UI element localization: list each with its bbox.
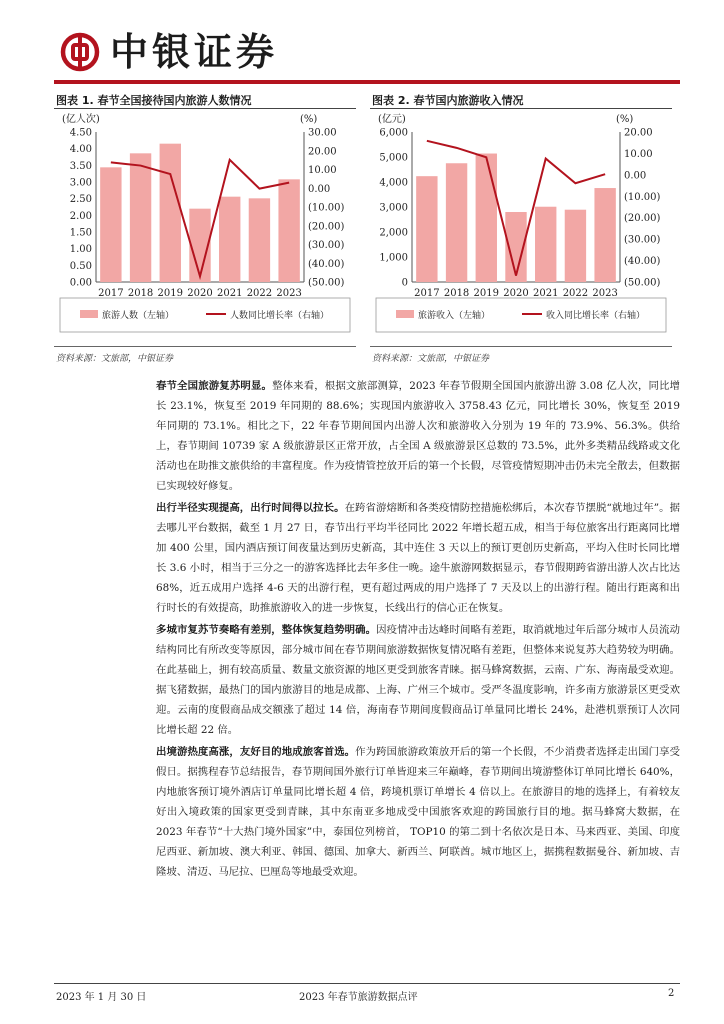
x-tick-label: 2018 xyxy=(127,288,154,299)
bar xyxy=(476,154,497,282)
paragraph xyxy=(156,742,680,882)
footer-rule xyxy=(54,983,680,984)
legend-line-label: 人数同比增长率（右轴） xyxy=(230,311,330,321)
right-tick-label: (10.00) xyxy=(308,202,345,214)
x-tick-label: 2021 xyxy=(532,288,559,299)
left-tick-label: 1.50 xyxy=(69,227,92,239)
right-tick-label: (30.00) xyxy=(624,234,661,246)
paragraph-text: 作为跨国旅游政策放开后的第一个长假，不少消费者选择走出国门享受假日。据携程春节总结报告，春节期间国外旅行订单皆迎来三年巅峰，春节期间出境游整体订单同比增长 640%，内地旅客预订境外酒店订单量同比增长超 4 倍，跨境机票订单增长 4 倍以上。在旅游目的地的选择上，有着较友好出入境政策的国家更受到青睐，其中东南亚多地成受中国旅客欢迎的跨国旅行目的地。据马蜂窝大数据，在 2023 年春节“十大热门境外国家”中，泰国位列榜首， TOP10 的第二到十名依次是日本、马来西亚、美国、印度尼西亚、新加坡、澳大利亚、韩国、德国、加拿大、新西兰、阿联酋。城市地区上，据携程数据曼谷、新加坡、吉隆坡、清迈、马尼拉、巴厘岛等地最受欢迎。 xyxy=(156,746,680,878)
right-tick-label: (20.00) xyxy=(308,221,345,233)
bar xyxy=(130,153,151,282)
right-tick-label: 20.00 xyxy=(308,146,337,158)
paragraph-text: 整体来看，根据文旅部测算，2023 年春节假期全国国内旅游出游 3.08 亿人次，同比增长 23.1%，恢复至 2019 年同期的 88.6%；实现国内旅游收入 3758.43 亿元，同比增长 30%，恢复至 2019 年同期的 73.1%。相比之下，22 年春节期间国内出游人次和旅游收入分别为 19 年的 73.9%、56.3%。供给上，春节期间 10739 家 A 级旅游景区正常开放，占全国 A 级旅游景区总数的 73.5%，此外多类精品线路或文化活动也在助推文旅供给的丰富程度。作为疫情管控放开后的第一个长假，尽管疫情短期冲击仍未完全散去，但数据已实现较好修复。 xyxy=(156,380,681,492)
legend-bar-swatch xyxy=(396,310,414,318)
bank-of-china-logo-icon xyxy=(60,32,100,72)
bar xyxy=(219,197,240,282)
header-rule xyxy=(54,80,680,84)
paragraph-lead: 多城市复苏节奏略有差别，整体恢复趋势明确。 xyxy=(156,624,377,636)
left-tick-label: 1.00 xyxy=(69,244,92,256)
page-number: 2 xyxy=(668,988,675,999)
x-tick-label: 2019 xyxy=(157,288,184,299)
x-tick-label: 2020 xyxy=(187,288,213,299)
paragraph-lead: 春节全国旅游复苏明显。 xyxy=(156,380,273,392)
x-tick-label: 2023 xyxy=(276,288,302,299)
x-tick-label: 2023 xyxy=(592,288,618,299)
chart-2-title-rule xyxy=(370,108,672,109)
chart-2-source: 资料来源：文旅部，中银证券 xyxy=(372,354,490,364)
left-tick-label: 2.50 xyxy=(69,194,92,206)
left-tick-label: 3.50 xyxy=(69,160,92,172)
left-tick-label: 4,000 xyxy=(379,177,408,189)
x-tick-label: 2020 xyxy=(503,288,529,299)
right-axis-unit: (%) xyxy=(616,114,634,125)
paragraph-lead: 出境游热度高涨，友好目的地成旅客首选。 xyxy=(156,746,356,758)
right-tick-label: 20.00 xyxy=(624,127,653,139)
right-tick-label: 0.00 xyxy=(624,170,647,182)
left-tick-label: 4.50 xyxy=(69,127,92,139)
bar xyxy=(565,210,586,282)
right-tick-label: (10.00) xyxy=(624,191,661,203)
left-axis-unit: (亿人次) xyxy=(62,114,100,125)
right-tick-label: (40.00) xyxy=(624,256,661,268)
bar xyxy=(535,207,556,282)
bar xyxy=(594,188,615,282)
paragraph-text: 因疫情冲击达峰时间略有差距，取消就地过年后部分城市人员流动结构同比有所改变等原因，部分城市间在春节期间旅游数据恢复情况略有差距，但整体来说复苏大趋势较为明确。在此基础上，拥有较高质量、数量文旅资源的地区更受到旅客青睐。据马蜂窝数据，云南、广东、海南最受欢迎。据飞猪数据，最热门的国内旅游目的地是成都、上海、广州三个城市。受严冬温度影响，许多南方旅游景区更受欢迎。云南的度假商品成交额涨了超过 14 倍，海南春节期间度假商品订单量同比增长 24%，赴港机票预订人次同比增长超 22 倍。 xyxy=(156,624,681,736)
right-tick-label: 0.00 xyxy=(308,183,331,195)
right-axis-unit: (%) xyxy=(300,114,318,125)
left-tick-label: 4.00 xyxy=(69,144,92,156)
bar xyxy=(416,176,437,282)
chart-1-bottom-rule xyxy=(54,346,356,347)
left-tick-label: 2,000 xyxy=(379,227,408,239)
chart-1-title: 图表 1. 春节全国接待国内旅游人数情况 xyxy=(56,94,252,107)
left-tick-label: 0.50 xyxy=(69,260,92,272)
left-tick-label: 3,000 xyxy=(379,202,408,214)
chart-1-source: 资料来源：文旅部，中银证券 xyxy=(56,354,174,364)
legend-bar-label: 旅游收入（左轴） xyxy=(418,311,491,321)
footer-title: 2023 年春节旅游数据点评 xyxy=(299,992,418,1003)
bar xyxy=(160,144,181,282)
right-tick-label: (50.00) xyxy=(624,277,661,289)
chart-2-title: 图表 2. 春节国内旅游收入情况 xyxy=(372,94,524,107)
left-tick-label: 5,000 xyxy=(379,152,408,164)
legend-bar-label: 旅游人数（左轴） xyxy=(102,311,175,321)
page-header xyxy=(54,24,680,84)
legend-bar-swatch xyxy=(80,310,98,318)
brand-name: 中银证券 xyxy=(110,30,279,74)
paragraph xyxy=(156,498,680,618)
x-tick-label: 2022 xyxy=(246,288,273,299)
bar xyxy=(249,198,270,282)
x-tick-label: 2018 xyxy=(443,288,470,299)
chart-1 xyxy=(54,90,356,365)
x-tick-label: 2019 xyxy=(473,288,500,299)
paragraph-lead: 出行半径实现提高，出行时间得以拉长。 xyxy=(156,502,345,514)
paragraph xyxy=(156,620,680,740)
x-tick-label: 2017 xyxy=(414,288,440,299)
bar xyxy=(100,167,121,282)
chart-1-plot xyxy=(54,110,356,344)
left-tick-label: 2.00 xyxy=(69,210,92,222)
bar xyxy=(446,163,467,282)
right-tick-label: (50.00) xyxy=(308,277,345,289)
chart-2-plot xyxy=(370,110,672,344)
article-body xyxy=(156,376,680,884)
paragraph-text: 在跨省游熔断和各类疫情防控措施松绑后，本次春节摆脱“就地过年”。据去哪儿平台数据，截至 1 月 27 日，春节出行平均半径同比 2022 年增长超五成，相当于每位旅客出行距离同比增加 400 公里，国内酒店预订间夜量达到历史新高，其中连住 3 天以上的预订更创历史新高，平均入住时长同比增长 3.6 小时，相当于三分之一的游客选择比去年多住一晚。途牛旅游网数据显示，春节假期跨省游出游人次占比达 68%，近五成用户选择 4-6 天的出游行程，更有超过两成的用户选择了 7 天及以上的出游行程。随出行距离和出行时长的有效提高，助推旅游收入的进一步恢复，长线出行的信心正在恢复。 xyxy=(156,502,681,614)
right-tick-label: 10.00 xyxy=(624,148,653,160)
footer-date: 2023 年 1 月 30 日 xyxy=(56,992,147,1003)
x-tick-label: 2022 xyxy=(562,288,589,299)
x-tick-label: 2017 xyxy=(98,288,124,299)
chart-2 xyxy=(370,90,672,365)
paragraph xyxy=(156,376,680,496)
left-tick-label: 0 xyxy=(401,277,408,289)
x-tick-label: 2021 xyxy=(216,288,243,299)
left-tick-label: 6,000 xyxy=(379,127,408,139)
left-tick-label: 1,000 xyxy=(379,252,408,264)
legend-line-label: 收入同比增长率（右轴） xyxy=(546,311,646,321)
left-axis-unit: (亿元) xyxy=(378,114,406,125)
right-tick-label: (40.00) xyxy=(308,258,345,270)
chart-2-bottom-rule xyxy=(370,346,672,347)
right-tick-label: (20.00) xyxy=(624,213,661,225)
left-tick-label: 0.00 xyxy=(69,277,92,289)
bar xyxy=(278,179,299,282)
right-tick-label: 30.00 xyxy=(308,127,337,139)
right-tick-label: 10.00 xyxy=(308,165,337,176)
right-tick-label: (30.00) xyxy=(308,240,345,251)
left-tick-label: 3.00 xyxy=(69,177,92,189)
chart-1-title-rule xyxy=(54,108,356,109)
